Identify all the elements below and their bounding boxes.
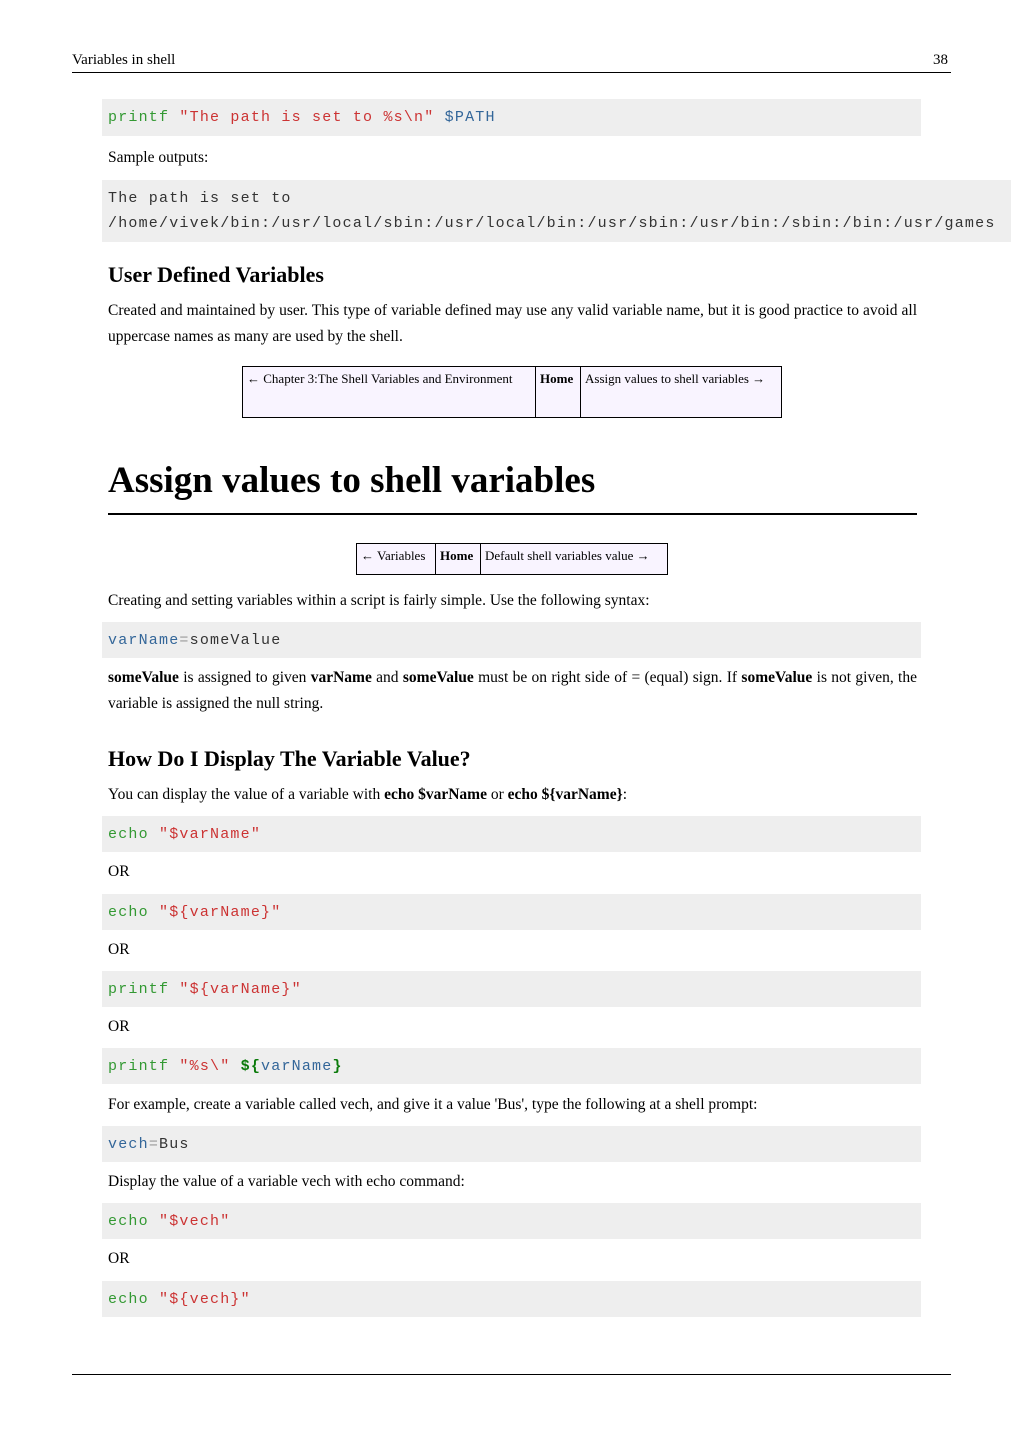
code-block-assign-vech <box>102 1126 921 1162</box>
code-variable: vech <box>108 1135 149 1153</box>
code-block-printf-format <box>102 1048 921 1084</box>
code-keyword: echo <box>108 903 149 921</box>
text-run: is not given, the variable is assigned the null string. <box>108 669 917 712</box>
code-block-echo-varname <box>102 816 921 852</box>
term: echo ${varName} <box>507 786 623 803</box>
code-string: "$varName" <box>159 825 262 843</box>
nav-next-link[interactable]: Default shell variables value → <box>481 544 668 575</box>
code-keyword: echo <box>108 1290 149 1308</box>
footer-rule <box>72 1374 951 1375</box>
nav-home-link[interactable]: Home <box>436 544 481 575</box>
text-run: is assigned to given <box>178 669 311 686</box>
code-block-printf-braced <box>102 971 921 1007</box>
nav-home-link[interactable]: Home <box>536 367 581 418</box>
term: someValue <box>741 669 813 686</box>
example-paragraph: For example, create a variable called vech, and give it a value 'Bus', type the following at a shell prompt: <box>108 1096 758 1113</box>
term: someValue <box>108 669 179 686</box>
code-variable: $PATH <box>444 109 496 126</box>
code-string: "${vech}" <box>159 1290 251 1308</box>
code-string: "$vech" <box>159 1212 231 1230</box>
term: varName <box>310 669 372 686</box>
code-block-echo-vech-braced <box>102 1281 921 1317</box>
code-block-echo-vech <box>102 1203 921 1239</box>
sample-outputs-label: Sample outputs: <box>108 149 209 166</box>
page-number: 38 <box>933 52 948 68</box>
text-run: or <box>486 786 508 803</box>
code-block-syntax <box>102 622 921 658</box>
code-string: "%s\" <box>179 1057 231 1075</box>
code-keyword: printf <box>108 109 170 126</box>
or-label: OR <box>108 1018 130 1035</box>
code-block-sample-output <box>102 180 1011 242</box>
text-run: must be on right side of = (equal) sign. If <box>473 669 742 686</box>
output-line-2: /home/vivek/bin:/usr/local/sbin:/usr/local/bin:/usr/sbin:/usr/bin:/sbin:/bin:/usr/games <box>108 215 996 232</box>
heading-display-variable: How Do I Display The Variable Value? <box>108 746 471 771</box>
code-block-printf-path <box>102 99 921 136</box>
code-operator: = <box>179 631 190 649</box>
code-value: Bus <box>159 1135 190 1153</box>
syntax-intro: Creating and setting variables within a script is fairly simple. Use the following syntax: <box>108 592 650 609</box>
running-header-title: Variables in shell <box>72 52 176 68</box>
header-rule <box>72 72 951 73</box>
code-keyword: printf <box>108 980 170 998</box>
code-string: "${varName}" <box>179 980 302 998</box>
user-defined-paragraph: Created and maintained by user. This type of variable defined may use any valid variable name, but it is good practice to avoid all uppercase names as many are used by the shell. <box>108 302 917 345</box>
code-value: someValue <box>189 631 282 649</box>
or-label: OR <box>108 1250 130 1267</box>
or-label: OR <box>108 863 130 880</box>
code-brace: ${ <box>240 1057 262 1075</box>
text-run: You can display the value of a variable with <box>108 786 385 803</box>
text-run: : <box>622 786 628 803</box>
code-string: "The path is set to %s\n" <box>179 109 435 126</box>
page-title: Assign values to shell variables <box>108 460 596 501</box>
code-keyword: echo <box>108 1212 149 1230</box>
code-variable: varName <box>261 1057 333 1075</box>
nav-next-link[interactable]: Assign values to shell variables → <box>581 367 782 418</box>
text-run: and <box>371 669 403 686</box>
code-keyword: echo <box>108 825 149 843</box>
code-string: "${varName}" <box>159 903 282 921</box>
output-line-1: The path is set to <box>108 190 292 207</box>
display-vech-paragraph: Display the value of a variable vech with echo command: <box>108 1173 465 1190</box>
code-brace: } <box>332 1057 343 1075</box>
code-variable: varName <box>108 631 180 649</box>
nav-prev-link[interactable]: ← Chapter 3:The Shell Variables and Environment <box>243 367 536 418</box>
code-operator: = <box>148 1135 160 1153</box>
term: echo $varName <box>384 786 487 803</box>
section-nav-table <box>356 543 668 575</box>
heading-user-defined-variables: User Defined Variables <box>108 262 324 287</box>
term: someValue <box>402 669 474 686</box>
syntax-explanation <box>108 665 917 717</box>
title-underline <box>108 513 917 515</box>
code-block-echo-braced <box>102 894 921 930</box>
chapter-nav-table <box>242 366 782 418</box>
nav-prev-link[interactable]: ← Variables <box>357 544 436 575</box>
or-label: OR <box>108 941 130 958</box>
code-keyword: printf <box>108 1057 170 1075</box>
display-paragraph <box>108 782 917 808</box>
